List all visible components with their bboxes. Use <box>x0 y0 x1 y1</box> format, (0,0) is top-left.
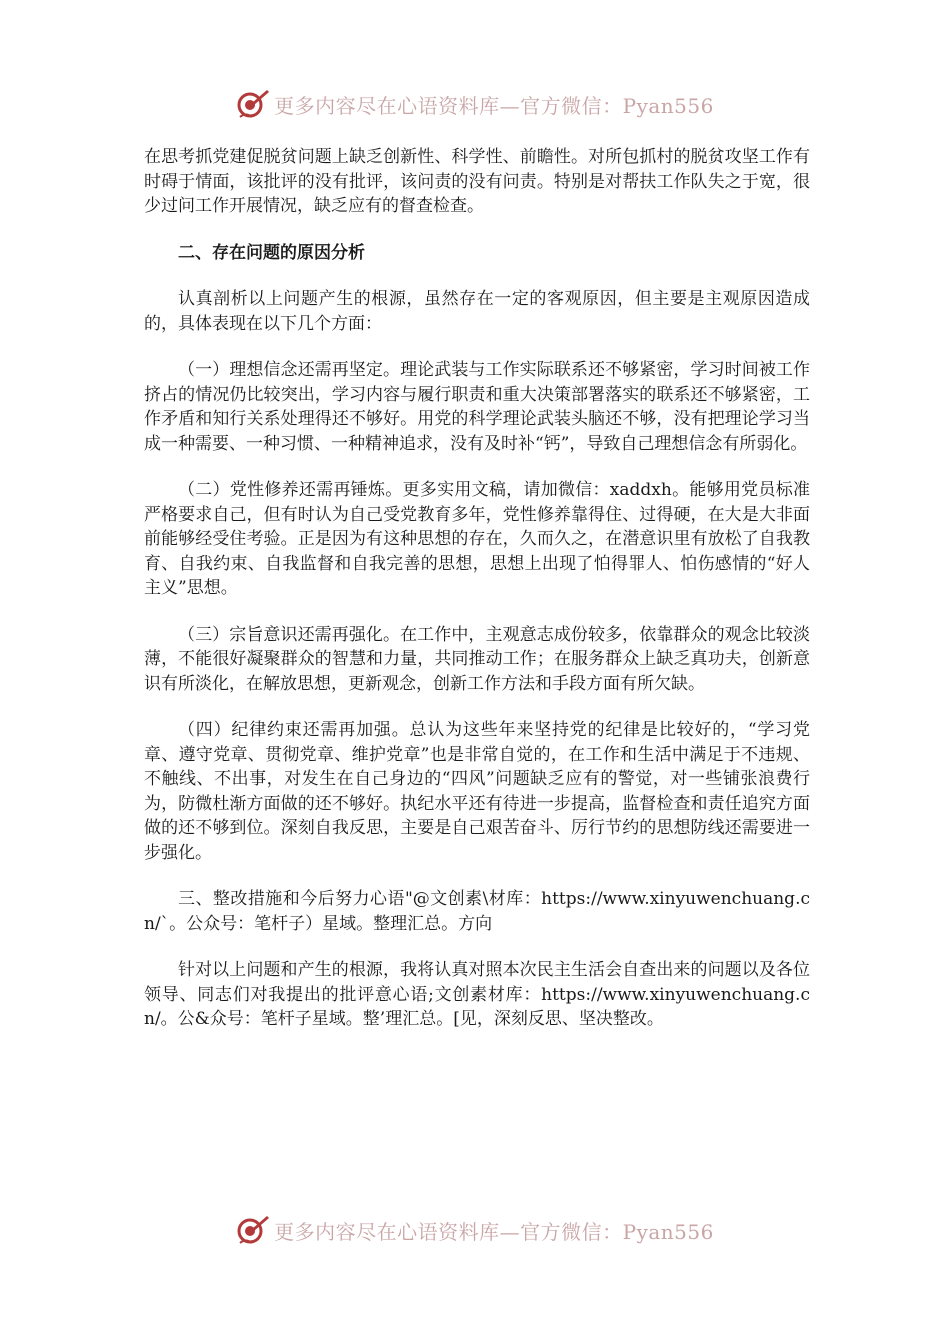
document-body <box>144 145 810 1054</box>
paragraph-rectification-intro: 针对以上问题和产生的根源，我将认真对照本次民主生活会自查出来的问题以及各位领导、同志们对我提出的批评意心语;文创素材库：https://www.xinyuwenchuang.cn/。公&众号：笔杆子星域。整’理汇总。[见，深刻反思、坚决整改。 <box>144 960 810 1029</box>
paragraph-intro: 认真剖析以上问题产生的根源，虽然存在一定的客观原因，但主要是主观原因造成的，具体表现在以下几个方面： <box>144 289 810 334</box>
paragraph-purpose-awareness: （三）宗旨意识还需再强化。在工作中，主观意志成份较多，依靠群众的观念比较淡薄，不能很好凝聚群众的智慧和力量，共同推动工作；在服务群众上缺乏真功夫，创新意识有所淡化，在解放思想，更新观念，创新工作方法和手段方面有所欠缺。 <box>144 624 810 694</box>
paragraph-ideals-beliefs: （一）理想信念还需再坚定。理论武装与工作实际联系还不够紧密，学习时间被工作挤占的情况仍比较突出，学习内容与履行职责和重大决策部署落实的联系还不够紧密，工作矛盾和知行关系处理得还不够好。用党的科学理论武装头脑还不够，没有把理论学习当成一种需要、一种习惯、一种精神追求，没有及时补“钙”，导致自己理想信念有所弱化。 <box>144 360 810 454</box>
footer-banner <box>0 1210 950 1250</box>
header-banner-text: 更多内容尽在心语资料库—官方微信：Pyan556 <box>274 93 714 118</box>
paragraph-continuation: 在思考抓党建促脱贫问题上缺乏创新性、科学性、前瞻性。对所包抓村的脱贫攻坚工作有时碍于情面，该批评的没有批评，该问责的没有问责。特别是对帮扶工作队失之于宽，很少过问工作开展情况，缺乏应有的督查检查。 <box>144 147 810 216</box>
paragraph-rectification-heading: 三、整改措施和今后努力心语"@文创素\材库：https://www.xinyuwenchuang.cn/`。公众号：笔杆子）星域。整理汇总。方向 <box>144 889 810 934</box>
pen-logo-icon <box>236 87 270 121</box>
footer-banner-text: 更多内容尽在心语资料库—官方微信：Pyan556 <box>274 1219 714 1244</box>
pen-logo-icon <box>236 1213 270 1247</box>
paragraph-discipline: （四）纪律约束还需再加强。总认为这些年来坚持党的纪律是比较好的，“学习党章、遵守党章、贯彻党章、维护党章”也是非常自觉的，在工作和生活中满足于不违规、不触线、不出事，对发生在自己身边的“四风”问题缺乏应有的警觉，对一些铺张浪费行为，防微杜渐方面做的还不够好。执纪水平还有待进一步提高，监督检查和责任追究方面做的还不够到位。深刻自我反思，主要是自己艰苦奋斗、厉行节约的思想防线还需要进一步强化。 <box>144 720 810 863</box>
header-banner <box>0 84 950 124</box>
section-heading-cause-analysis: 二、存在问题的原因分析 <box>178 242 365 263</box>
paragraph-party-spirit: （二）党性修养还需再锤炼。更多实用文稿，请加微信：xaddxh。能够用党员标准严格要求自己，但有时认为自己受党教育多年，党性修养靠得住、过得硬，在大是大非面前能够经受住考验。正是因为有这种思想的存在，久而久之，在潜意识里有放松了自我教育、自我约束、自我监督和自我完善的思想，思想上出现了怕得罪人、怕伤感情的“好人主义”思想。 <box>144 480 810 598</box>
